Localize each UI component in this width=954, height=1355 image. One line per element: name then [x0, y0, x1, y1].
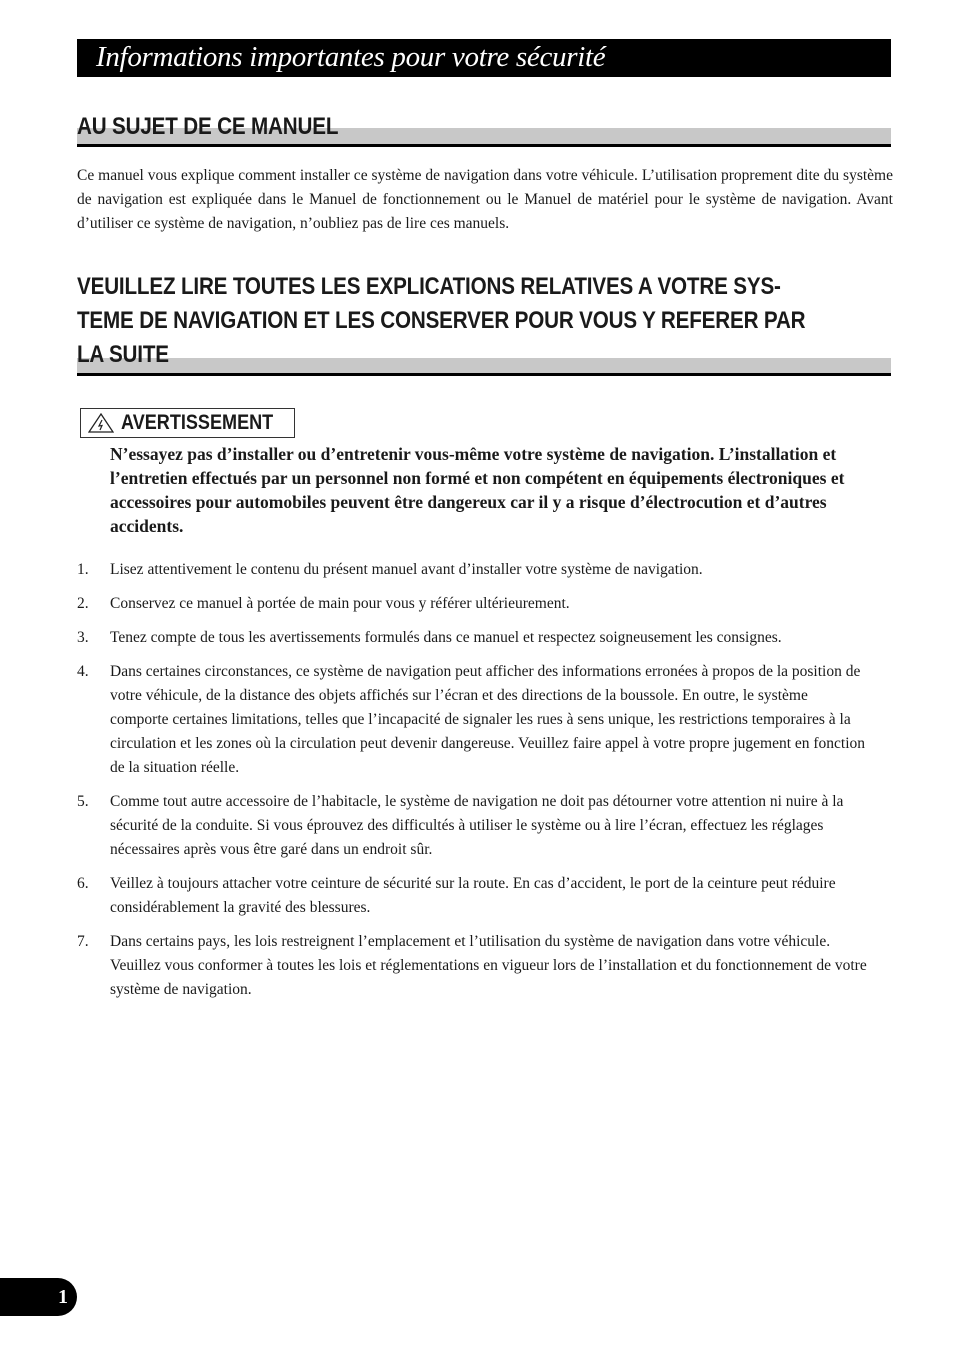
list-item	[77, 626, 867, 650]
section-heading-text: AU SUJET DE CE MANUEL	[77, 113, 339, 140]
about-manual-paragraph: Ce manuel vous explique comment installer ce système de navigation dans votre véhicule. L’utilisation proprement dite du système de navigation est expliquée dans le Manuel de fonctionnement ou le Manuel de matériel pour le système de navigation. Avant d’utiliser ce système de navigation, n’oubliez pas de lire ces manuels.	[77, 167, 893, 232]
page-number: 1	[58, 1286, 68, 1308]
item-text: Dans certaines circonstances, ce système de navigation peut afficher des informations erronées à propos de la position de votre véhicule, de la distance des objets affichés sur l’écran et des directions de la boussole. En outre, le système comporte certaines limitations, telles que l’incapacité de signaler les rues à sens unique, les restrictions temporaires à la circulation et les zones où la circulation peut devenir dangereuse. Veuillez faire appel à votre propre jugement en fonction de la situation réelle.	[110, 663, 866, 776]
page-number-tab	[0, 1278, 77, 1316]
heading-line: TEME DE NAVIGATION ET LES CONSERVER POUR VOUS Y REFERER PAR	[77, 307, 806, 334]
list-item	[77, 558, 867, 582]
electric-shock-warning-icon	[88, 413, 114, 433]
heading-line: LA SUITE	[77, 341, 169, 368]
warning-label: AVERTISSEMENT	[121, 411, 274, 434]
item-number: 2.	[77, 595, 89, 612]
item-text: Conservez ce manuel à portée de main pour vous y référer ultérieurement.	[110, 595, 570, 612]
warning-text: N’essayez pas d’installer ou d’entretenir vous-même votre système de navigation. L’installation et l’entretien effectués par un personnel non formé et non compétent en équipements électroniques et accessoires pour automobiles peuvent être dangereux car il y a risque d’électrocution et d’autres accidents.	[110, 444, 845, 536]
section-heading-about-manual	[77, 110, 891, 148]
item-number: 3.	[77, 629, 89, 646]
list-item	[77, 592, 867, 616]
item-number: 4.	[77, 663, 89, 680]
item-number: 1.	[77, 561, 89, 578]
list-item	[77, 930, 867, 1002]
list-item	[77, 872, 867, 920]
section-heading-read-instructions	[77, 270, 891, 377]
page-title-bar	[77, 39, 891, 77]
safety-instructions-list	[77, 558, 867, 1012]
item-text: Tenez compte de tous les avertissements formulés dans ce manuel et respectez soigneusement les consignes.	[110, 629, 782, 646]
item-text: Comme tout autre accessoire de l’habitacle, le système de navigation ne doit pas détourner votre attention ni nuire à la sécurité de la conduite. Si vous éprouvez des difficultés à utiliser le système ou à lire l’écran, effectuez les réglages nécessaires après vous être garé dans un endroit sûr.	[110, 793, 844, 858]
heading-line: VEUILLEZ LIRE TOUTES LES EXPLICATIONS RELATIVES A VOTRE SYS-	[77, 273, 781, 300]
item-number: 5.	[77, 793, 89, 810]
item-text: Dans certains pays, les lois restreignent l’emplacement et l’utilisation du système de navigation dans votre véhicule. Veuillez vous conformer à toutes les lois et réglementations en vigueur lors de l’installation et du fonctionnement de votre système de navigation.	[110, 933, 867, 998]
page-title: Informations importantes pour votre sécurité	[96, 41, 606, 73]
list-item	[77, 790, 867, 862]
item-text: Lisez attentivement le contenu du présent manuel avant d’installer votre système de navigation.	[110, 561, 703, 578]
item-number: 6.	[77, 875, 89, 892]
item-number: 7.	[77, 933, 89, 950]
list-item	[77, 660, 867, 780]
item-text: Veillez à toujours attacher votre ceinture de sécurité sur la route. En cas d’accident, le port de la ceinture peut réduire considérablement la gravité des blessures.	[110, 875, 836, 916]
warning-label-box	[80, 408, 295, 438]
